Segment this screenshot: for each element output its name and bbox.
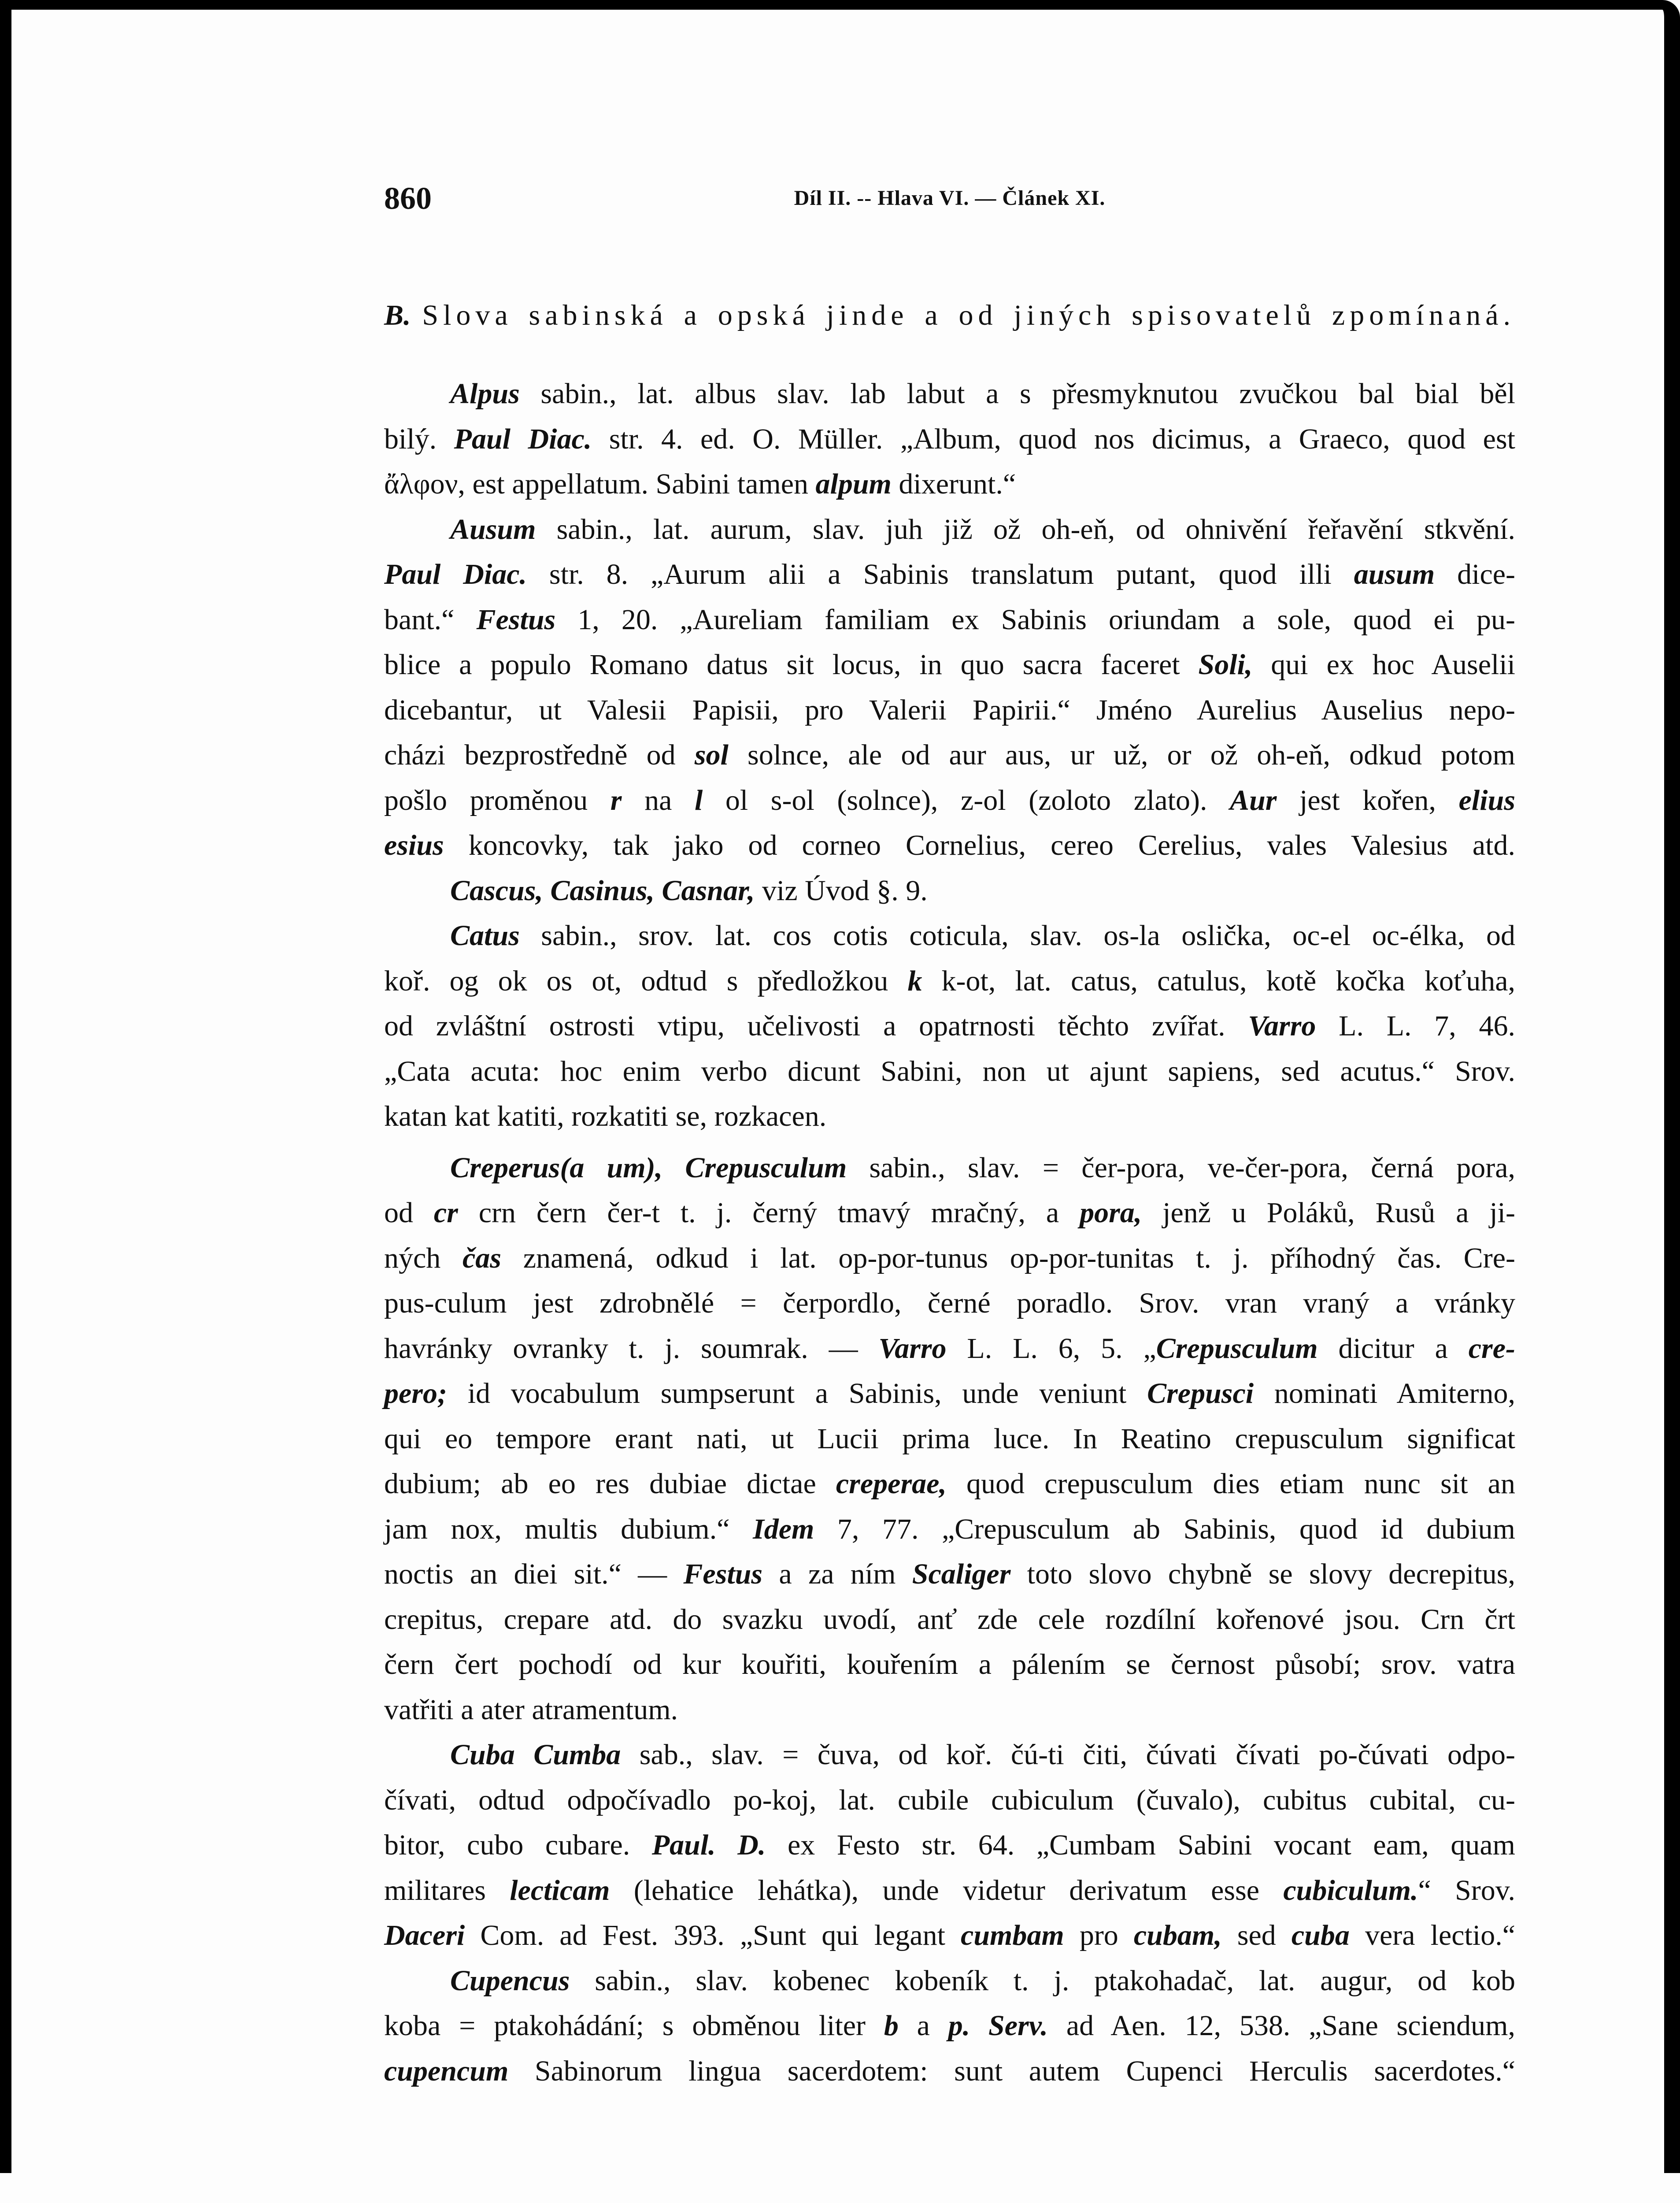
text-line — [384, 597, 1515, 643]
text-segment: solnce, ale od aur aus, ur už, or ož oh-eň, odkud potom — [728, 739, 1516, 771]
text-segment: blice a populo Romano datus sit locus, in quo sacra faceret — [384, 649, 1199, 681]
text-segment: jam nox, multis dubium.“ — [384, 1513, 753, 1545]
text-segment: sed — [1221, 1919, 1291, 1951]
text-segment: koba = ptakohádání; s obměnou liter — [384, 2010, 884, 2042]
italic-term: k — [907, 964, 922, 997]
text-segment: havránky ovranky t. j. soumrak. — — [384, 1332, 879, 1365]
text-segment: vatřiti a ater atramentum. — [384, 1693, 678, 1726]
text-segment: ných — [384, 1242, 463, 1274]
text-line — [384, 1461, 1515, 1507]
text-segment: L. L. 7, 46. — [1316, 1010, 1515, 1042]
italic-term: Paul Diac. — [454, 423, 592, 455]
italic-term: Crepusci — [1147, 1377, 1254, 1409]
text-segment: od — [384, 1197, 434, 1229]
italic-term: Festus — [683, 1558, 763, 1590]
text-segment: qui ex hoc Auselii — [1252, 649, 1516, 681]
text-line — [384, 1146, 1515, 1191]
text-line — [384, 1507, 1515, 1552]
text-line — [384, 688, 1515, 733]
italic-term: alpum — [815, 468, 892, 500]
text-segment: (lehatice lehátka), unde videtur derivatum esse — [610, 1874, 1284, 1906]
text-segment: ἄλφον, est appellatum. Sabini tamen — [384, 468, 816, 500]
italic-term: ausum — [1354, 558, 1435, 590]
text-line — [384, 371, 1515, 417]
italic-term: cubiculum. — [1283, 1874, 1418, 1906]
text-line — [384, 1687, 1515, 1733]
running-header — [384, 176, 1515, 220]
italic-term: čas — [463, 1242, 501, 1274]
italic-term: Cupencus — [450, 1964, 570, 1997]
text-line — [384, 552, 1515, 597]
text-line — [384, 1004, 1515, 1049]
section-title: Slova sabinská a opská jinde a od jiných spisovatelů zpomínaná. — [422, 299, 1516, 331]
body-text — [384, 371, 1515, 2094]
text-line — [384, 1913, 1515, 1958]
text-segment: quod crepusculum dies etiam nunc sit an — [946, 1468, 1515, 1500]
text-line — [384, 1094, 1515, 1139]
text-segment: k-ot, lat. catus, catulus, kotě kočka koťuha, — [922, 964, 1515, 997]
text-segment: dubium; ab eo res dubiae dictae — [384, 1468, 836, 1500]
text-segment: bant.“ — [384, 603, 477, 636]
text-line — [384, 507, 1515, 553]
italic-term: Cuba Cumba — [450, 1739, 621, 1771]
text-segment: bilý. — [384, 423, 454, 455]
italic-term: r — [610, 784, 622, 816]
text-segment: pus-culum jest zdrobnělé = čerpordlo, černé poradlo. Srov. vran vraný a vránky — [384, 1287, 1515, 1319]
italic-term: lecticam — [510, 1874, 610, 1906]
text-line — [384, 1191, 1515, 1236]
text-line — [384, 1778, 1515, 1823]
text-segment: bitor, cubo cubare. — [384, 1829, 652, 1861]
italic-term: cuba — [1291, 1919, 1350, 1951]
text-line — [384, 1371, 1515, 1417]
italic-term: Soli, — [1198, 649, 1253, 681]
italic-term: cumbam — [961, 1919, 1064, 1951]
text-segment: koř. og ok os ot, odtud s předložkou — [384, 964, 908, 997]
text-segment: dixerunt.“ — [891, 468, 1016, 500]
italic-term: Festus — [476, 603, 556, 636]
text-segment: sabin., slav. = čer-pora, ve-čer-pora, černá pora, — [847, 1151, 1515, 1184]
text-segment: dice- — [1435, 558, 1516, 590]
text-line — [384, 1958, 1515, 2004]
text-line — [384, 959, 1515, 1004]
text-line — [384, 1642, 1515, 1687]
italic-term: pero; — [384, 1377, 447, 1409]
italic-term: p. — [948, 2010, 970, 2042]
text-line — [384, 642, 1515, 688]
text-segment: na — [622, 784, 695, 816]
text-line — [384, 1552, 1515, 1597]
text-line — [384, 1236, 1515, 1281]
text-segment: nominati Amiterno, — [1254, 1377, 1515, 1409]
italic-term: b — [884, 2010, 899, 2042]
text-line — [384, 778, 1515, 823]
italic-term: cupencum — [384, 2055, 509, 2087]
text-segment: ad Aen. 12, 538. „Sane sciendum, — [1048, 2010, 1516, 2042]
text-segment: dicebantur, ut Valesii Papisii, pro Valerii Papirii.“ Jméno Aurelius Auselius nepo- — [384, 694, 1515, 726]
text-segment: qui eo tempore erant nati, ut Lucii prima luce. In Reatino crepusculum significat — [384, 1422, 1515, 1455]
text-line — [384, 462, 1515, 507]
text-line — [384, 823, 1515, 868]
text-segment: katan kat katiti, rozkatiti se, rozkacen. — [384, 1100, 827, 1132]
text-segment: toto slovo chybně se slovy decrepitus, — [1010, 1558, 1515, 1590]
text-segment: viz Úvod §. 9. — [755, 874, 928, 907]
text-line — [384, 733, 1515, 778]
text-line — [384, 1326, 1515, 1372]
text-line — [384, 1597, 1515, 1643]
italic-term: pora, — [1080, 1197, 1142, 1229]
italic-term: Aur — [1230, 784, 1277, 816]
text-segment: pošlo proměnou — [384, 784, 611, 816]
text-segment: str. 8. „Aurum alii a Sabinis translatum putant, quod illi — [527, 558, 1354, 590]
italic-term: Paul Diac. — [384, 558, 527, 590]
italic-term: esius — [384, 829, 444, 861]
text-line — [384, 2049, 1515, 2094]
text-line — [384, 1868, 1515, 1914]
text-segment: od zvláštní ostrosti vtipu, učelivosti a opatrnosti těchto zvířat. — [384, 1010, 1248, 1042]
text-segment: a za ním — [762, 1558, 912, 1590]
text-segment: ol s-ol (solnce), z-ol (zoloto zlato). — [703, 784, 1230, 816]
text-segment: “ Srov. — [1418, 1874, 1515, 1906]
text-segment: „Cata acuta: hoc enim verbo dicunt Sabini, non ut ajunt sapiens, sed acutus.“ Srov. — [384, 1055, 1515, 1087]
text-line — [384, 1281, 1515, 1326]
text-segment: id vocabulum sumpserunt a Sabinis, unde veniunt — [447, 1377, 1147, 1409]
text-segment: koncovky, tak jako od corneo Cornelius, cereo Cerelius, vales Valesius atd. — [444, 829, 1515, 861]
text-segment: pro — [1064, 1919, 1134, 1951]
text-segment: militares — [384, 1874, 510, 1906]
italic-term: cr — [433, 1197, 458, 1229]
text-segment: sabin., lat. aurum, slav. juh již ož oh-eň, od ohnivění řeřavění stkvění. — [536, 513, 1515, 545]
italic-term: Ausum — [450, 513, 536, 545]
text-line — [384, 1732, 1515, 1778]
text-segment: sabin., srov. lat. cos cotis coticula, slav. os-la oslička, oc-el oc-élka, od — [519, 920, 1515, 952]
text-segment: jest kořen, — [1277, 784, 1459, 816]
text-segment: ex Festo str. 64. „Cumbam Sabini vocant eam, quam — [766, 1829, 1515, 1861]
text-segment: čern čert pochodí od kur kouřiti, kouřením a pálením se černost působí; srov. vatra — [384, 1648, 1515, 1680]
italic-term: Crepusculum — [1156, 1332, 1318, 1365]
text-line — [384, 868, 1515, 914]
text-segment: crepitus, crepare atd. do svazku uvodí, anť zde cele rozdílní kořenové jsou. Crn črt — [384, 1603, 1515, 1636]
text-line — [384, 1417, 1515, 1462]
italic-term: cubam, — [1133, 1919, 1222, 1951]
text-segment: sabin., slav. kobenec kobeník t. j. ptakohadač, lat. augur, od kob — [570, 1964, 1515, 1997]
text-segment: sab., slav. = čuva, od koř. čú-ti čiti, čúvati čívati po-čúvati odpo- — [621, 1739, 1515, 1771]
italic-term: Alpus — [450, 378, 520, 410]
text-segment: dicitur a — [1317, 1332, 1469, 1365]
italic-term: Catus — [450, 920, 520, 952]
section-heading — [384, 293, 1515, 337]
text-segment: Sabinorum lingua sacerdotem: sunt autem Cupenci Herculis sacerdotes.“ — [508, 2055, 1515, 2087]
text-segment — [970, 2010, 988, 2042]
italic-term: Paul. D. — [651, 1829, 766, 1861]
text-line — [384, 913, 1515, 959]
text-segment: noctis an diei sit.“ — — [384, 1558, 684, 1590]
text-line — [384, 1823, 1515, 1868]
text-segment: str. 4. ed. O. Müller. „Album, quod nos dicimus, a Graeco, quod est — [592, 423, 1515, 455]
italic-term: Varro — [1248, 1010, 1316, 1042]
page-number: 860 — [384, 181, 432, 216]
italic-term: Daceri — [384, 1919, 465, 1951]
text-line — [384, 1049, 1515, 1094]
text-segment: Com. ad Fest. 393. „Sunt qui legant — [465, 1919, 961, 1951]
italic-term: elius — [1458, 784, 1515, 816]
text-segment: L. L. 6, 5. „ — [946, 1332, 1156, 1365]
italic-term: Idem — [753, 1513, 814, 1545]
text-line — [384, 2003, 1515, 2049]
running-title: Díl II. -- Hlava VI. — Článek XI. — [794, 186, 1106, 210]
text-segment: 7, 77. „Crepusculum ab Sabinis, quod id dubium — [814, 1513, 1516, 1545]
text-segment: 1, 20. „Aureliam familiam ex Sabinis oriundam a sole, quod ei pu- — [555, 603, 1515, 636]
italic-term: cre- — [1468, 1332, 1516, 1365]
text-segment: crn čern čer-t t. j. černý tmavý mračný, a — [458, 1197, 1080, 1229]
italic-term: Scaliger — [912, 1558, 1011, 1590]
italic-term: Cascus, Casinus, Casnar, — [450, 874, 755, 907]
text-segment: cházi bezprostředně od — [384, 739, 695, 771]
text-segment: a — [898, 2010, 948, 2042]
text-segment: čívati, odtud odpočívadlo po-koj, lat. cubile cubiculum (čuvalo), cubitus cubital, cu- — [384, 1784, 1515, 1816]
italic-term: Varro — [878, 1332, 947, 1365]
italic-term: Creperus(a um), Crepusculum — [450, 1151, 847, 1184]
italic-term: sol — [694, 739, 729, 771]
text-segment: znamená, odkud i lat. op-por-tunus op-por-tunitas t. j. příhodný čas. Cre- — [501, 1242, 1515, 1274]
text-segment: sabin., lat. albus slav. lab labut a s přesmyknutou zvučkou bal bial běl — [519, 378, 1515, 410]
italic-term: Serv. — [988, 2010, 1048, 2042]
text-line — [384, 417, 1515, 462]
text-segment: vera lectio.“ — [1349, 1919, 1516, 1951]
italic-term: l — [694, 784, 703, 816]
italic-term: creperae, — [836, 1468, 947, 1500]
text-segment: jenž u Poláků, Rusů a ji- — [1142, 1197, 1515, 1229]
section-label: B. — [384, 299, 411, 331]
